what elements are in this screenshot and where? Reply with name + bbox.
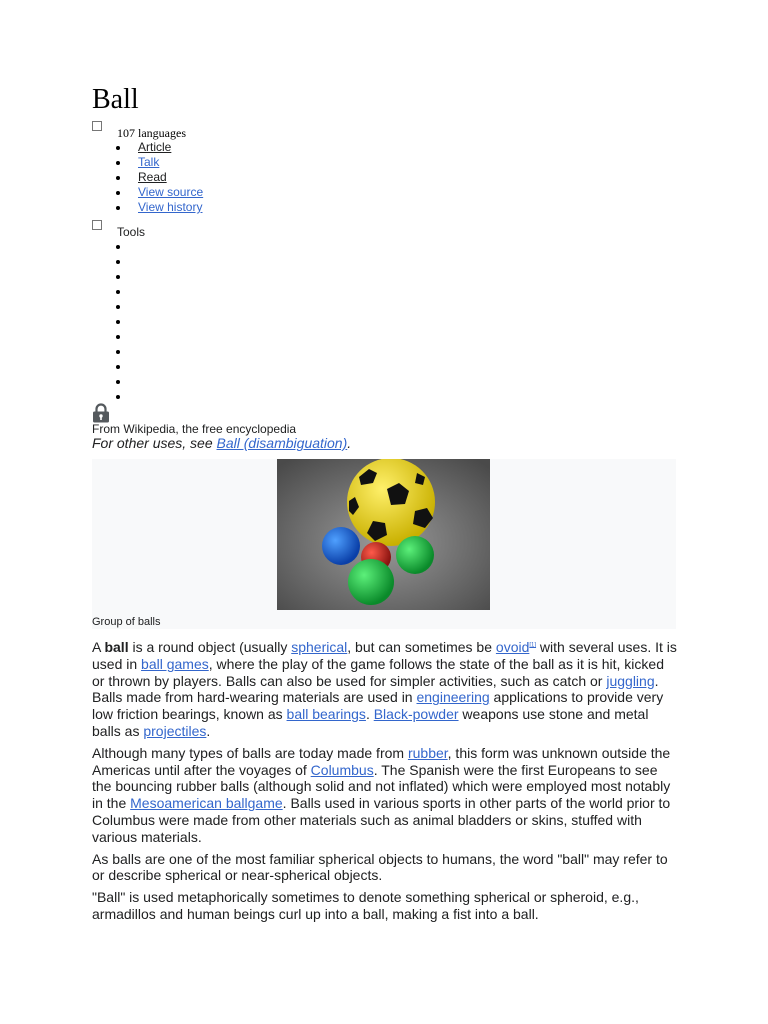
text: , but can sometimes be bbox=[347, 639, 496, 655]
tools-label[interactable]: Tools bbox=[117, 225, 146, 239]
text: applications to provide very low friction bearings, known as bbox=[92, 689, 664, 723]
tools-item[interactable] bbox=[92, 239, 138, 254]
tagline: From Wikipedia, the free encyclopedia bbox=[92, 422, 297, 436]
text: , where the play of the game follows the state of the ball as it is hit, kicked or thrown by players. Balls can also be used for simpler activities, such as catch or bbox=[92, 655, 664, 689]
bold-term: ball bbox=[104, 639, 129, 655]
lock-icon bbox=[92, 403, 110, 423]
text: Although many types of balls are today made from bbox=[92, 744, 408, 761]
balls-photo[interactable] bbox=[277, 459, 490, 610]
nav-item-read bbox=[92, 170, 203, 185]
link-mesoamerican-ballgame[interactable]: Mesoamerican ballgame bbox=[130, 795, 283, 812]
link-spherical[interactable]: spherical bbox=[291, 639, 348, 655]
tools-item[interactable] bbox=[92, 299, 138, 314]
tools-item[interactable] bbox=[92, 374, 138, 389]
page-actions-list bbox=[92, 140, 203, 215]
paragraph-2 bbox=[92, 745, 678, 846]
tools-item[interactable] bbox=[92, 389, 138, 404]
link-ball-games[interactable]: ball games bbox=[141, 655, 209, 672]
tools-item[interactable] bbox=[92, 359, 138, 374]
tools-item[interactable] bbox=[92, 284, 138, 299]
tools-item[interactable] bbox=[92, 314, 138, 329]
figure-caption: Group of balls bbox=[92, 616, 161, 628]
text: A bbox=[92, 639, 105, 655]
text: . The Spanish were the first Europeans to see the bouncing rubber balls (although solid and not inflated) which were employed most notably in the bbox=[92, 761, 671, 812]
nav-item-article bbox=[92, 140, 203, 155]
read-link[interactable]: Read bbox=[138, 170, 167, 184]
citation-1[interactable]: [1] bbox=[529, 642, 537, 649]
hatnote-prefix: For other uses, see bbox=[92, 435, 217, 451]
link-rubber[interactable]: rubber bbox=[407, 744, 448, 761]
tools-checkbox[interactable] bbox=[92, 220, 102, 230]
paragraph-3: As balls are one of the most familiar spherical objects to humans, the word "ball" may refer to or describe spherical or near-spherical objects. bbox=[92, 850, 668, 884]
link-ball-bearings[interactable]: ball bearings bbox=[286, 706, 366, 723]
link-columbus[interactable]: Columbus bbox=[310, 761, 374, 778]
view-history-link[interactable]: View history bbox=[138, 200, 203, 214]
text: is a round object (usually bbox=[128, 639, 292, 655]
tools-item[interactable] bbox=[92, 269, 138, 284]
text: with several uses. It is used in bbox=[92, 639, 677, 672]
text: . bbox=[206, 722, 211, 739]
tools-list bbox=[92, 239, 138, 404]
text: . Balls made from hard-wearing materials are used in bbox=[92, 672, 659, 706]
figure-box bbox=[92, 459, 676, 629]
talk-link[interactable]: Talk bbox=[138, 155, 160, 169]
text: . bbox=[365, 706, 374, 723]
article-link[interactable]: Article bbox=[138, 140, 172, 154]
hatnote-suffix: . bbox=[347, 435, 352, 451]
balls-image-icon bbox=[277, 459, 490, 610]
nav-item-view-history bbox=[92, 200, 203, 215]
nav-item-view-source bbox=[92, 185, 203, 200]
languages-label[interactable]: 107 languages bbox=[117, 126, 186, 140]
disambiguation-link[interactable]: Ball (disambiguation) bbox=[216, 435, 348, 451]
link-black-powder[interactable]: Black-powder bbox=[373, 706, 459, 723]
link-engineering[interactable]: engineering bbox=[416, 689, 490, 706]
hatnote bbox=[92, 435, 351, 452]
text: , this form was unknown outside the Americas until after the voyages of bbox=[92, 744, 671, 778]
nav-item-talk bbox=[92, 155, 203, 170]
tools-item[interactable] bbox=[92, 329, 138, 344]
text: . Balls used in various sports in other parts of the world prior to Columbus were made from other materials such as animal bladders or skins, stuffed with various materials. bbox=[92, 795, 671, 845]
paragraph-4: "Ball" is used metaphorically sometimes to denote something spherical or spheroid, e.g., armadillos and human beings curl up into a ball, making a fist into a ball. bbox=[92, 889, 639, 922]
tools-item[interactable] bbox=[92, 254, 138, 269]
link-ovoid[interactable]: ovoid bbox=[495, 639, 530, 655]
page-title: Ball bbox=[92, 84, 139, 115]
article-body bbox=[92, 639, 678, 928]
link-juggling[interactable]: juggling bbox=[606, 672, 655, 689]
text: weapons use stone and metal balls as bbox=[92, 706, 649, 739]
link-projectiles[interactable]: projectiles bbox=[143, 722, 207, 739]
paragraph-1 bbox=[92, 639, 678, 740]
view-source-link[interactable]: View source bbox=[138, 185, 204, 199]
tools-item[interactable] bbox=[92, 344, 138, 359]
languages-checkbox[interactable] bbox=[92, 121, 102, 131]
